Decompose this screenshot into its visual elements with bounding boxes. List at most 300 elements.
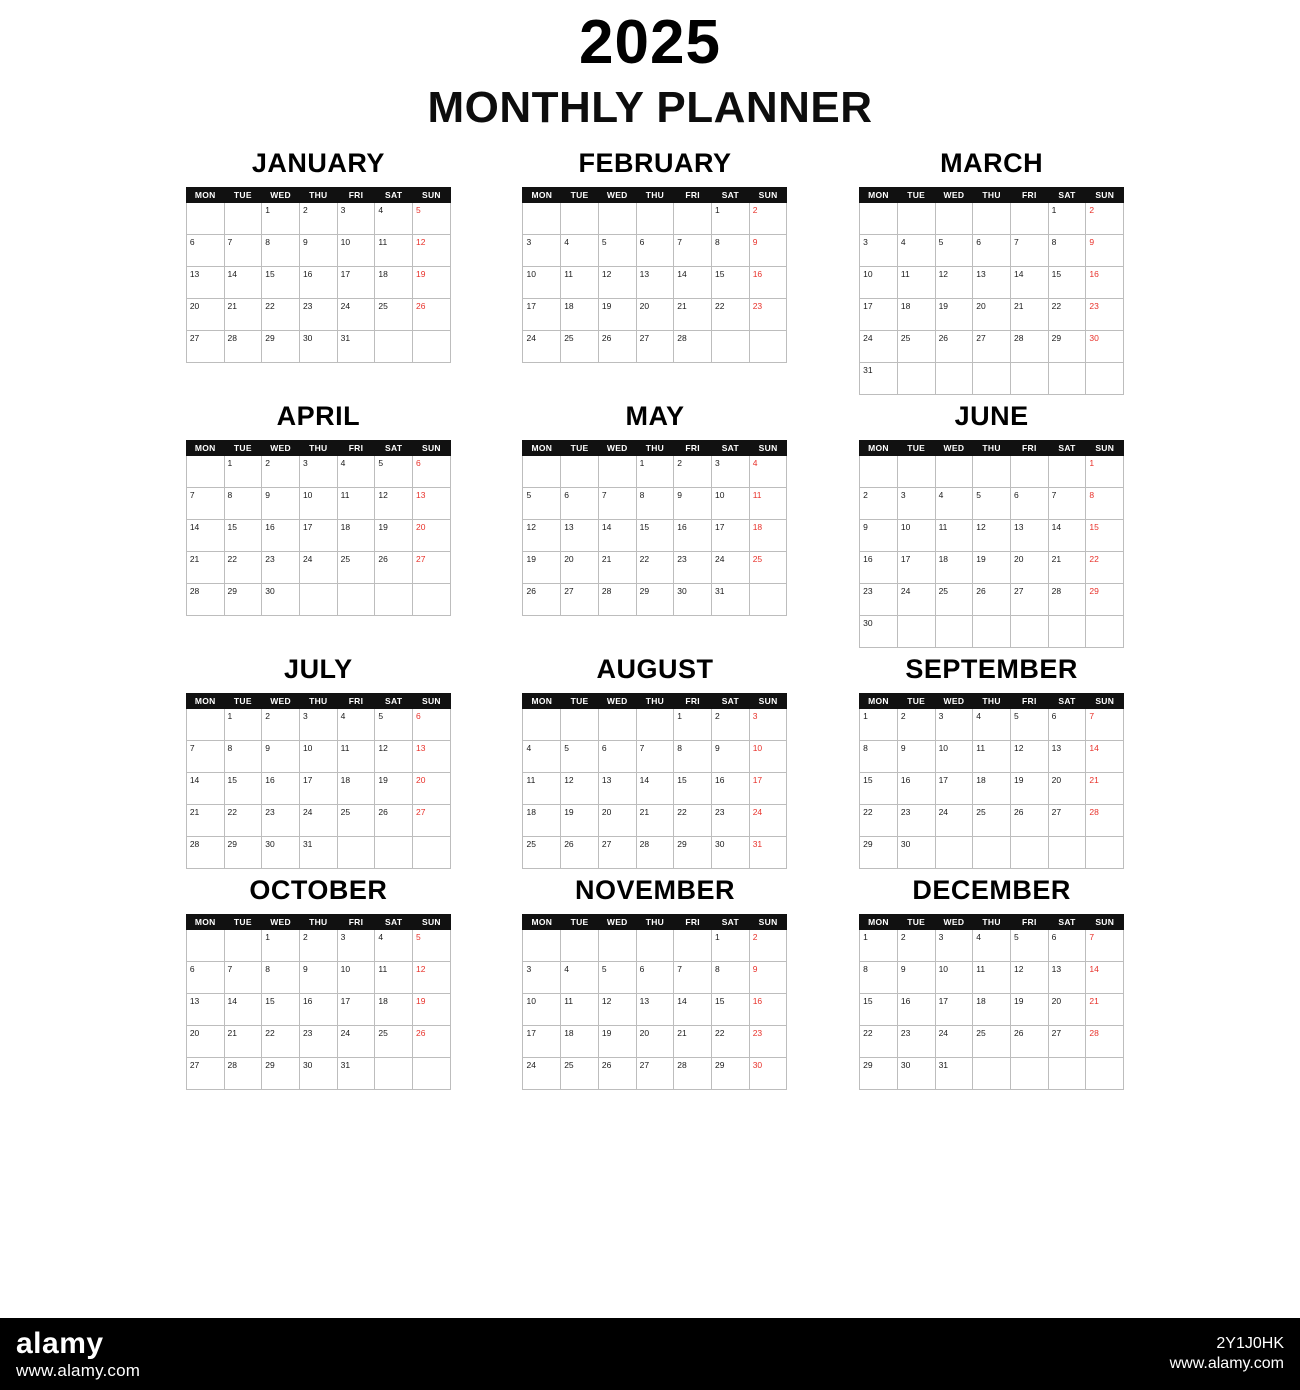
day-cell[interactable]: 11 [523,773,561,805]
day-cell[interactable]: 7 [1010,235,1048,267]
day-cell[interactable]: 13 [636,267,674,299]
day-cell[interactable]: 23 [262,552,300,584]
day-cell[interactable]: 10 [712,488,750,520]
day-cell[interactable]: 11 [897,267,935,299]
day-cell[interactable]: 12 [1010,962,1048,994]
day-cell[interactable]: 14 [1048,520,1086,552]
day-cell[interactable]: 17 [860,299,898,331]
day-cell[interactable]: 14 [674,994,712,1026]
day-cell[interactable]: 17 [935,994,973,1026]
day-cell[interactable]: 21 [674,299,712,331]
day-cell[interactable]: 30 [299,331,337,363]
day-cell[interactable]: 3 [337,203,375,235]
day-cell[interactable]: 3 [897,488,935,520]
day-cell[interactable]: 15 [712,267,750,299]
day-cell[interactable]: 11 [973,962,1011,994]
day-cell[interactable]: 10 [337,962,375,994]
day-cell[interactable]: 9 [860,520,898,552]
day-cell[interactable]: 26 [973,584,1011,616]
day-cell[interactable]: 24 [935,805,973,837]
day-cell[interactable]: 22 [224,805,262,837]
day-cell[interactable]: 13 [598,773,636,805]
day-cell[interactable]: 15 [674,773,712,805]
day-cell[interactable]: 22 [1086,552,1124,584]
day-cell[interactable]: 31 [860,363,898,395]
day-cell[interactable]: 9 [712,741,750,773]
day-cell[interactable]: 21 [674,1026,712,1058]
day-cell[interactable]: 18 [973,773,1011,805]
day-cell[interactable]: 29 [860,837,898,869]
day-cell[interactable]: 5 [1010,930,1048,962]
day-cell[interactable]: 12 [413,235,451,267]
day-cell[interactable]: 1 [262,203,300,235]
day-cell[interactable]: 28 [1010,331,1048,363]
day-cell[interactable]: 29 [712,1058,750,1090]
day-cell[interactable]: 12 [598,994,636,1026]
day-cell[interactable]: 5 [935,235,973,267]
day-cell[interactable]: 17 [749,773,787,805]
day-cell[interactable]: 19 [561,805,599,837]
day-cell[interactable]: 18 [561,299,599,331]
day-cell[interactable]: 24 [299,552,337,584]
day-cell[interactable]: 7 [674,235,712,267]
day-cell[interactable]: 30 [712,837,750,869]
day-cell[interactable]: 8 [224,488,262,520]
day-cell[interactable]: 3 [523,962,561,994]
day-cell[interactable]: 31 [935,1058,973,1090]
day-cell[interactable]: 19 [375,520,413,552]
day-cell[interactable]: 2 [262,456,300,488]
day-cell[interactable]: 29 [860,1058,898,1090]
day-cell[interactable]: 12 [375,488,413,520]
day-cell[interactable]: 13 [1048,962,1086,994]
day-cell[interactable]: 25 [523,837,561,869]
day-cell[interactable]: 30 [262,584,300,616]
day-cell[interactable]: 30 [860,616,898,648]
day-cell[interactable]: 6 [1048,930,1086,962]
day-cell[interactable]: 21 [598,552,636,584]
day-cell[interactable]: 18 [375,994,413,1026]
day-cell[interactable]: 24 [337,299,375,331]
day-cell[interactable]: 16 [749,267,787,299]
day-cell[interactable]: 28 [186,584,224,616]
day-cell[interactable]: 23 [749,1026,787,1058]
day-cell[interactable]: 23 [674,552,712,584]
day-cell[interactable]: 2 [897,709,935,741]
day-cell[interactable]: 29 [674,837,712,869]
day-cell[interactable]: 27 [561,584,599,616]
day-cell[interactable]: 17 [337,267,375,299]
day-cell[interactable]: 29 [224,584,262,616]
day-cell[interactable]: 30 [262,837,300,869]
day-cell[interactable]: 30 [749,1058,787,1090]
day-cell[interactable]: 12 [1010,741,1048,773]
day-cell[interactable]: 28 [636,837,674,869]
day-cell[interactable]: 15 [860,994,898,1026]
day-cell[interactable]: 20 [413,773,451,805]
day-cell[interactable]: 13 [413,741,451,773]
day-cell[interactable]: 3 [337,930,375,962]
day-cell[interactable]: 21 [224,1026,262,1058]
day-cell[interactable]: 27 [636,1058,674,1090]
day-cell[interactable]: 1 [636,456,674,488]
day-cell[interactable]: 24 [712,552,750,584]
day-cell[interactable]: 15 [1086,520,1124,552]
day-cell[interactable]: 7 [224,962,262,994]
day-cell[interactable]: 15 [262,267,300,299]
day-cell[interactable]: 22 [262,299,300,331]
day-cell[interactable]: 24 [523,1058,561,1090]
day-cell[interactable]: 12 [561,773,599,805]
day-cell[interactable]: 10 [523,994,561,1026]
day-cell[interactable]: 18 [375,267,413,299]
day-cell[interactable]: 22 [1048,299,1086,331]
day-cell[interactable]: 13 [636,994,674,1026]
day-cell[interactable]: 4 [337,709,375,741]
day-cell[interactable]: 21 [1010,299,1048,331]
day-cell[interactable]: 6 [413,709,451,741]
day-cell[interactable]: 19 [523,552,561,584]
day-cell[interactable]: 13 [413,488,451,520]
day-cell[interactable]: 11 [561,994,599,1026]
day-cell[interactable]: 2 [262,709,300,741]
day-cell[interactable]: 21 [224,299,262,331]
day-cell[interactable]: 19 [935,299,973,331]
day-cell[interactable]: 11 [973,741,1011,773]
day-cell[interactable]: 27 [598,837,636,869]
day-cell[interactable]: 28 [186,837,224,869]
day-cell[interactable]: 7 [1086,709,1124,741]
day-cell[interactable]: 26 [375,552,413,584]
day-cell[interactable]: 17 [712,520,750,552]
day-cell[interactable]: 27 [186,331,224,363]
day-cell[interactable]: 27 [636,331,674,363]
day-cell[interactable]: 23 [1086,299,1124,331]
day-cell[interactable]: 22 [224,552,262,584]
day-cell[interactable]: 27 [413,805,451,837]
day-cell[interactable]: 20 [561,552,599,584]
day-cell[interactable]: 26 [413,1026,451,1058]
day-cell[interactable]: 20 [1010,552,1048,584]
day-cell[interactable]: 11 [337,488,375,520]
day-cell[interactable]: 12 [523,520,561,552]
day-cell[interactable]: 10 [523,267,561,299]
day-cell[interactable]: 8 [674,741,712,773]
day-cell[interactable]: 20 [973,299,1011,331]
day-cell[interactable]: 10 [299,741,337,773]
day-cell[interactable]: 3 [299,709,337,741]
day-cell[interactable]: 15 [712,994,750,1026]
day-cell[interactable]: 8 [636,488,674,520]
day-cell[interactable]: 7 [674,962,712,994]
day-cell[interactable]: 9 [897,962,935,994]
day-cell[interactable]: 6 [636,962,674,994]
day-cell[interactable]: 8 [712,962,750,994]
day-cell[interactable]: 11 [561,267,599,299]
day-cell[interactable]: 23 [299,299,337,331]
day-cell[interactable]: 20 [413,520,451,552]
day-cell[interactable]: 31 [337,331,375,363]
day-cell[interactable]: 29 [1048,331,1086,363]
day-cell[interactable]: 28 [1086,1026,1124,1058]
day-cell[interactable]: 22 [712,299,750,331]
day-cell[interactable]: 8 [262,235,300,267]
day-cell[interactable]: 10 [337,235,375,267]
day-cell[interactable]: 21 [1086,994,1124,1026]
day-cell[interactable]: 7 [598,488,636,520]
day-cell[interactable]: 10 [935,741,973,773]
day-cell[interactable]: 5 [561,741,599,773]
day-cell[interactable]: 23 [712,805,750,837]
day-cell[interactable]: 6 [1048,709,1086,741]
day-cell[interactable]: 24 [749,805,787,837]
day-cell[interactable]: 3 [523,235,561,267]
day-cell[interactable]: 26 [413,299,451,331]
day-cell[interactable]: 5 [973,488,1011,520]
day-cell[interactable]: 24 [935,1026,973,1058]
day-cell[interactable]: 1 [860,930,898,962]
day-cell[interactable]: 17 [299,773,337,805]
day-cell[interactable]: 4 [337,456,375,488]
day-cell[interactable]: 26 [523,584,561,616]
day-cell[interactable]: 14 [1086,741,1124,773]
day-cell[interactable]: 7 [186,488,224,520]
day-cell[interactable]: 13 [186,267,224,299]
day-cell[interactable]: 13 [186,994,224,1026]
day-cell[interactable]: 16 [749,994,787,1026]
day-cell[interactable]: 18 [897,299,935,331]
day-cell[interactable]: 6 [1010,488,1048,520]
day-cell[interactable]: 7 [636,741,674,773]
day-cell[interactable]: 5 [375,709,413,741]
day-cell[interactable]: 2 [749,930,787,962]
day-cell[interactable]: 25 [337,805,375,837]
day-cell[interactable]: 26 [598,1058,636,1090]
day-cell[interactable]: 2 [299,930,337,962]
day-cell[interactable]: 11 [375,235,413,267]
day-cell[interactable]: 23 [860,584,898,616]
day-cell[interactable]: 19 [1010,773,1048,805]
day-cell[interactable]: 2 [860,488,898,520]
day-cell[interactable]: 25 [561,1058,599,1090]
day-cell[interactable]: 3 [299,456,337,488]
day-cell[interactable]: 18 [973,994,1011,1026]
day-cell[interactable]: 20 [1048,994,1086,1026]
day-cell[interactable]: 23 [897,805,935,837]
day-cell[interactable]: 16 [712,773,750,805]
day-cell[interactable]: 28 [1048,584,1086,616]
day-cell[interactable]: 7 [1048,488,1086,520]
day-cell[interactable]: 8 [712,235,750,267]
day-cell[interactable]: 6 [561,488,599,520]
day-cell[interactable]: 11 [935,520,973,552]
day-cell[interactable]: 30 [897,1058,935,1090]
day-cell[interactable]: 1 [1086,456,1124,488]
day-cell[interactable]: 13 [1048,741,1086,773]
day-cell[interactable]: 7 [224,235,262,267]
day-cell[interactable]: 2 [897,930,935,962]
day-cell[interactable]: 6 [598,741,636,773]
day-cell[interactable]: 14 [1010,267,1048,299]
day-cell[interactable]: 19 [413,267,451,299]
day-cell[interactable]: 16 [1086,267,1124,299]
day-cell[interactable]: 4 [561,962,599,994]
day-cell[interactable]: 5 [523,488,561,520]
day-cell[interactable]: 16 [674,520,712,552]
day-cell[interactable]: 14 [224,267,262,299]
day-cell[interactable]: 20 [636,299,674,331]
day-cell[interactable]: 9 [262,488,300,520]
day-cell[interactable]: 3 [860,235,898,267]
day-cell[interactable]: 5 [413,203,451,235]
day-cell[interactable]: 9 [674,488,712,520]
day-cell[interactable]: 13 [973,267,1011,299]
day-cell[interactable]: 24 [299,805,337,837]
day-cell[interactable]: 18 [561,1026,599,1058]
day-cell[interactable]: 28 [598,584,636,616]
day-cell[interactable]: 21 [1048,552,1086,584]
day-cell[interactable]: 16 [299,267,337,299]
day-cell[interactable]: 28 [224,1058,262,1090]
day-cell[interactable]: 3 [935,709,973,741]
day-cell[interactable]: 19 [1010,994,1048,1026]
day-cell[interactable]: 15 [636,520,674,552]
day-cell[interactable]: 8 [1086,488,1124,520]
day-cell[interactable]: 17 [897,552,935,584]
day-cell[interactable]: 11 [337,741,375,773]
day-cell[interactable]: 4 [973,930,1011,962]
day-cell[interactable]: 9 [299,235,337,267]
day-cell[interactable]: 20 [636,1026,674,1058]
day-cell[interactable]: 4 [749,456,787,488]
day-cell[interactable]: 8 [224,741,262,773]
day-cell[interactable]: 15 [860,773,898,805]
day-cell[interactable]: 19 [598,299,636,331]
day-cell[interactable]: 9 [749,962,787,994]
day-cell[interactable]: 25 [973,1026,1011,1058]
day-cell[interactable]: 15 [224,520,262,552]
day-cell[interactable]: 24 [860,331,898,363]
day-cell[interactable]: 1 [1048,203,1086,235]
day-cell[interactable]: 15 [224,773,262,805]
day-cell[interactable]: 25 [935,584,973,616]
day-cell[interactable]: 25 [749,552,787,584]
day-cell[interactable]: 1 [224,709,262,741]
day-cell[interactable]: 14 [186,520,224,552]
day-cell[interactable]: 1 [712,930,750,962]
day-cell[interactable]: 1 [262,930,300,962]
day-cell[interactable]: 17 [337,994,375,1026]
day-cell[interactable]: 18 [337,773,375,805]
day-cell[interactable]: 25 [897,331,935,363]
day-cell[interactable]: 30 [299,1058,337,1090]
day-cell[interactable]: 22 [636,552,674,584]
day-cell[interactable]: 25 [375,299,413,331]
day-cell[interactable]: 15 [1048,267,1086,299]
day-cell[interactable]: 25 [337,552,375,584]
day-cell[interactable]: 13 [561,520,599,552]
day-cell[interactable]: 3 [712,456,750,488]
day-cell[interactable]: 8 [1048,235,1086,267]
day-cell[interactable]: 23 [897,1026,935,1058]
day-cell[interactable]: 20 [1048,773,1086,805]
day-cell[interactable]: 6 [973,235,1011,267]
day-cell[interactable]: 24 [523,331,561,363]
day-cell[interactable]: 5 [598,962,636,994]
day-cell[interactable]: 17 [935,773,973,805]
day-cell[interactable]: 6 [636,235,674,267]
day-cell[interactable]: 18 [935,552,973,584]
day-cell[interactable]: 18 [749,520,787,552]
day-cell[interactable]: 5 [375,456,413,488]
day-cell[interactable]: 16 [860,552,898,584]
day-cell[interactable]: 3 [749,709,787,741]
day-cell[interactable]: 16 [897,773,935,805]
day-cell[interactable]: 30 [1086,331,1124,363]
day-cell[interactable]: 14 [674,267,712,299]
day-cell[interactable]: 29 [636,584,674,616]
day-cell[interactable]: 26 [375,805,413,837]
day-cell[interactable]: 7 [1086,930,1124,962]
day-cell[interactable]: 28 [224,331,262,363]
day-cell[interactable]: 16 [897,994,935,1026]
day-cell[interactable]: 30 [897,837,935,869]
day-cell[interactable]: 27 [1048,1026,1086,1058]
day-cell[interactable]: 27 [973,331,1011,363]
day-cell[interactable]: 12 [973,520,1011,552]
day-cell[interactable]: 10 [860,267,898,299]
day-cell[interactable]: 27 [186,1058,224,1090]
day-cell[interactable]: 10 [299,488,337,520]
day-cell[interactable]: 4 [561,235,599,267]
day-cell[interactable]: 14 [636,773,674,805]
day-cell[interactable]: 7 [186,741,224,773]
day-cell[interactable]: 15 [262,994,300,1026]
day-cell[interactable]: 27 [1048,805,1086,837]
day-cell[interactable]: 24 [337,1026,375,1058]
day-cell[interactable]: 11 [749,488,787,520]
day-cell[interactable]: 29 [262,331,300,363]
day-cell[interactable]: 8 [860,962,898,994]
day-cell[interactable]: 28 [1086,805,1124,837]
day-cell[interactable]: 26 [598,331,636,363]
day-cell[interactable]: 26 [1010,1026,1048,1058]
day-cell[interactable]: 25 [973,805,1011,837]
day-cell[interactable]: 14 [186,773,224,805]
day-cell[interactable]: 2 [299,203,337,235]
day-cell[interactable]: 19 [413,994,451,1026]
day-cell[interactable]: 6 [413,456,451,488]
day-cell[interactable]: 12 [598,267,636,299]
day-cell[interactable]: 29 [224,837,262,869]
day-cell[interactable]: 14 [1086,962,1124,994]
day-cell[interactable]: 2 [749,203,787,235]
day-cell[interactable]: 21 [186,805,224,837]
day-cell[interactable]: 5 [598,235,636,267]
day-cell[interactable]: 12 [413,962,451,994]
day-cell[interactable]: 28 [674,331,712,363]
day-cell[interactable]: 9 [262,741,300,773]
day-cell[interactable]: 14 [224,994,262,1026]
day-cell[interactable]: 6 [186,962,224,994]
day-cell[interactable]: 23 [299,1026,337,1058]
day-cell[interactable]: 22 [860,1026,898,1058]
day-cell[interactable]: 27 [413,552,451,584]
day-cell[interactable]: 4 [375,930,413,962]
day-cell[interactable]: 31 [337,1058,375,1090]
day-cell[interactable]: 30 [674,584,712,616]
day-cell[interactable]: 4 [973,709,1011,741]
